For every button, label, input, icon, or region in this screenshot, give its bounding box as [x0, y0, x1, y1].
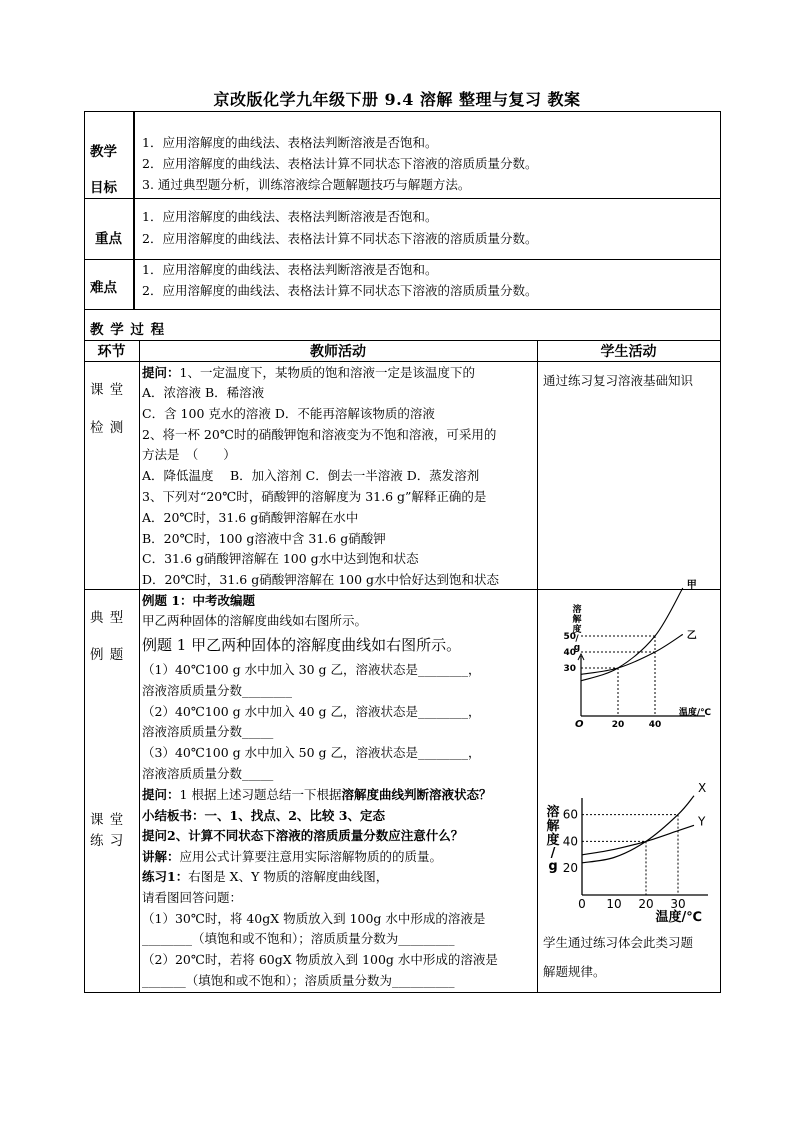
row-divider [84, 309, 720, 310]
x-axis-label: 温度/℃ [678, 708, 711, 718]
x-axis-label: 温度/℃ [655, 910, 702, 925]
key-point-item: 2．应用溶解度的曲线法、表格法计算不同状态下溶液的溶质质量分数。 [142, 231, 538, 246]
x-tick-label: 30 [670, 897, 686, 911]
header-stage: 环节 [97, 344, 126, 360]
option-line: A．20℃时，31.6 g硝酸钾溶解在水中 [142, 510, 359, 525]
table-right-border [720, 111, 721, 993]
series-line [581, 588, 683, 681]
stage-label: 检 测 [90, 420, 125, 436]
example-question: 溶液溶质质量分数_____ [142, 724, 274, 739]
practice-text: 右图是 X、Y 物质的溶解度曲线图， [188, 869, 389, 884]
example-heading: 例题 1：中考改编题 [142, 593, 256, 608]
process-label: 教 学 过 程 [90, 322, 166, 338]
explain-prefix: 讲解： [142, 849, 180, 864]
table-bottom-border [84, 992, 720, 993]
table-top-border [84, 111, 720, 112]
y-axis-label: 溶 [546, 805, 560, 820]
option-line: C．31.6 g硝酸钾溶解在 100 g水中达到饱和状态 [142, 551, 419, 566]
practice-question: （2）20℃时，若将 60gX 物质放入到 100g 水中形成的溶液是 [142, 952, 498, 967]
difficulty-item: 1．应用溶解度的曲线法、表格法判断溶液是否饱和。 [142, 262, 438, 277]
column-divider [133, 111, 135, 310]
series-line [581, 634, 683, 674]
solubility-chart-1 [545, 580, 715, 736]
example-intro-large: 例题 1 甲乙两种固体的溶解度曲线如右图所示。 [142, 636, 462, 654]
option-line: A．降低温度 B．加入溶剂 C．倒去一半溶液 D．蒸发溶剂 [142, 468, 480, 483]
y-tick-label: 40 [562, 834, 578, 849]
objective-item: 2．应用溶解度的曲线法、表格法计算不同状态下溶液的溶质质量分数。 [142, 156, 538, 171]
difficulties-label: 难点 [90, 280, 117, 296]
question-prefix: 提问： [142, 365, 180, 380]
y-axis-label: g [548, 859, 558, 874]
example-question: （3）40℃100 g 水中加入 50 g 乙，溶液状态是________， [142, 745, 481, 760]
question-line: 3、下列对“20℃时，硝酸钾的溶解度为 31.6 g”解释正确的是 [142, 489, 487, 504]
objective-item: 1．应用溶解度的曲线法、表格法判断溶液是否饱和。 [142, 135, 438, 150]
y-axis-label: / [575, 634, 579, 644]
explain-line [142, 847, 442, 867]
practice-question: （1）30℃时，将 40gX 物质放入到 100g 水中形成的溶液是 [142, 911, 486, 926]
series-label: 乙 [686, 630, 697, 642]
y-axis-label: 解 [572, 615, 582, 625]
question-line [142, 785, 491, 805]
x-tick-label: 40 [648, 720, 662, 730]
x-tick-label: 10 [606, 897, 622, 911]
student-activity: 通过练习复习溶液基础知识 [543, 373, 694, 388]
y-axis-label: 度 [572, 625, 582, 635]
row-divider [84, 361, 720, 362]
stage-label: 例 题 [90, 647, 125, 663]
x-tick-label: 20 [611, 720, 625, 730]
example-question: 溶液溶质质量分数________ [142, 683, 293, 698]
series-label: X [698, 780, 707, 795]
document-title: 京改版化学九年级下册 9.4 溶解 整理与复习 教案 [213, 90, 581, 109]
y-tick-label: 50 [563, 632, 576, 642]
stage-label: 课 堂 [90, 382, 125, 398]
practice-prefix: 练习1： [142, 869, 189, 884]
solubility-chart-2 [540, 780, 715, 930]
y-tick-label: 30 [563, 664, 576, 674]
y-axis-label: 解 [546, 819, 560, 834]
y-axis-label: 度 [546, 833, 560, 848]
option-line: A．浓溶液 B．稀溶液 [142, 385, 265, 400]
practice-prompt: 请看图回答问题： [142, 890, 243, 905]
explain-text: 应用公式计算要注意用实际溶解物质的的质量。 [179, 849, 443, 864]
x-tick-label: 0 [578, 897, 586, 911]
y-axis-label: / [550, 846, 556, 861]
stage-label: 练 习 [90, 833, 125, 849]
question-line: 2、将一杯 20℃时的硝酸钾饱和溶液变为不饱和溶液，可采用的 [142, 427, 497, 442]
option-line: B．20℃时，100 g溶液中含 31.6 g硝酸钾 [142, 531, 386, 546]
question-line [142, 363, 475, 383]
objectives-label: 教学 [90, 144, 117, 160]
origin-label: O [575, 719, 584, 730]
header-teacher: 教师活动 [310, 344, 366, 360]
practice-question: ________（填饱和或不饱和）；溶质质量分数为_________ [142, 931, 455, 946]
example-question: （2）40℃100 g 水中加入 40 g 乙，溶液状态是________， [142, 704, 481, 719]
stage-label: 课 堂 [90, 812, 125, 828]
series-label: Y [698, 814, 706, 829]
column-divider [537, 340, 538, 993]
y-axis-label: g [573, 643, 581, 653]
series-line [582, 825, 694, 855]
practice-question: _______（填饱和或不饱和）；溶质质量分数为__________ [142, 973, 455, 988]
stage-label: 典 型 [90, 610, 125, 626]
table-left-border [84, 111, 85, 993]
question-2: 提问2、计算不同状态下溶液的溶质质量分数应注意什么？ [142, 828, 464, 843]
row-divider [84, 198, 720, 199]
question-text: 1 根据上述习题总结一下根据 [179, 787, 342, 802]
student-activity: 学生通过练习体会此类习题 [543, 935, 694, 950]
header-student: 学生活动 [600, 344, 657, 360]
objective-item: 3. 通过典型题分析，训练溶液综合题解题技巧与解题方法。 [142, 177, 471, 192]
option-line: D．20℃时，31.6 g硝酸钾溶解在 100 g水中恰好达到饱和状态 [142, 572, 500, 587]
y-axis-label: 溶 [572, 605, 582, 615]
example-intro: 甲乙两种固体的溶解度曲线如右图所示。 [142, 613, 368, 628]
summary-line: 小结板书：一、1、找点、2、比较 3、定态 [142, 808, 385, 823]
question-line: 方法是 （ ） [142, 447, 236, 462]
question-prefix: 提问： [142, 787, 180, 802]
student-activity: 解题规律。 [543, 964, 606, 979]
question-text: 1、一定温度下，某物质的饱和溶液一定是该温度下的 [179, 365, 475, 380]
x-tick-label: 20 [638, 897, 654, 911]
key-point-item: 1．应用溶解度的曲线法、表格法判断溶液是否饱和。 [142, 209, 438, 224]
example-question: 溶液溶质质量分数_____ [142, 766, 274, 781]
difficulty-item: 2．应用溶解度的曲线法、表格法计算不同状态下溶液的溶质质量分数。 [142, 283, 538, 298]
key-points-label: 重点 [95, 231, 122, 247]
column-divider [139, 340, 140, 993]
y-tick-label: 40 [563, 648, 576, 658]
practice-line [142, 867, 388, 887]
y-tick-label: 60 [562, 807, 578, 822]
y-tick-label: 20 [562, 861, 578, 876]
option-line: C．含 100 克水的溶液 D．不能再溶解该物质的溶液 [142, 406, 435, 421]
objectives-label: 目标 [90, 180, 117, 196]
question-emphasis: 溶解度曲线判断溶液状态？ [341, 787, 492, 802]
series-label: 甲 [686, 580, 697, 591]
example-question: （1）40℃100 g 水中加入 30 g 乙，溶液状态是________， [142, 662, 481, 677]
